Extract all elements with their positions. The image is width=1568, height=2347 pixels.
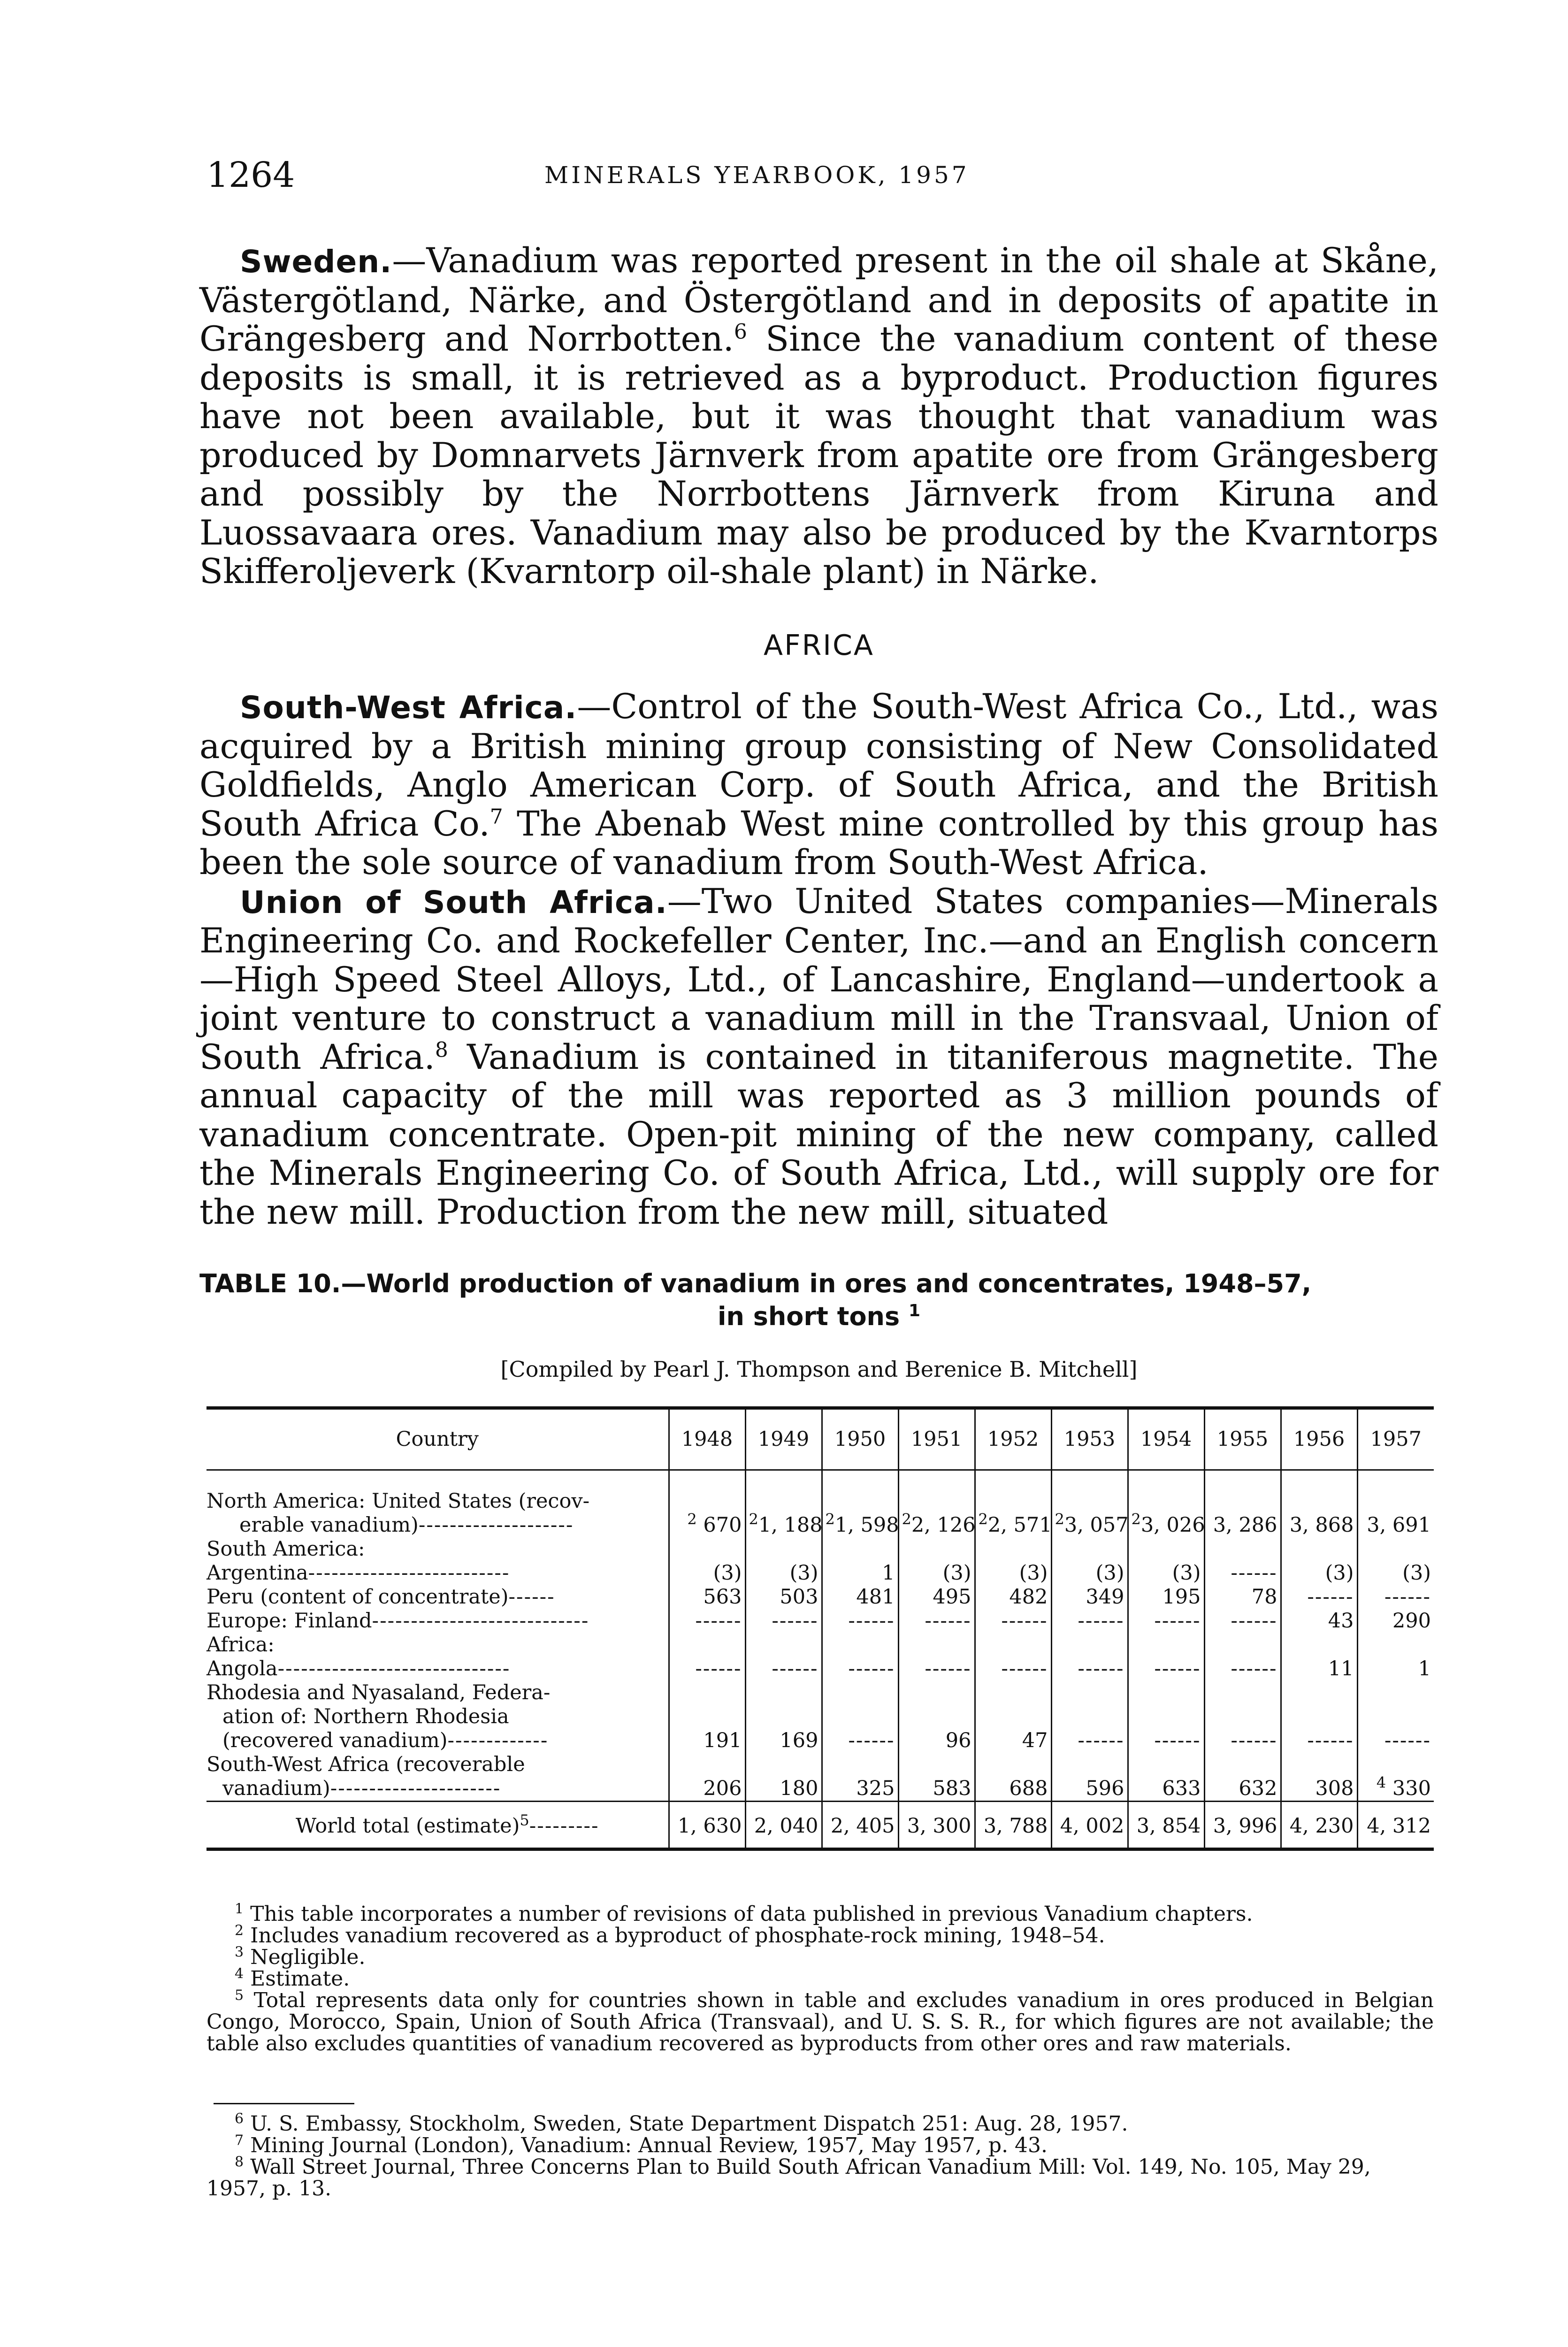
table-cell (822, 1681, 898, 1753)
row-label-line: South-West Africa (recoverable (207, 1753, 525, 1776)
swa-text-a: —Control of the South-West Africa Co., Ltd., was acquired by a British mining group consisting of New Consolidated Goldfields, Anglo American Corp. of South Africa, and the British South Africa Co. (199, 687, 1438, 844)
table-cell: 596 (1051, 1753, 1128, 1802)
footnote-ref-8: 8 (435, 1038, 448, 1062)
footnote-text: Wall Street Journal, Three Concerns Plan to Build South African Vanadium Mill: Vol. 149, No. 105, May 29, 1957, p. 13. (207, 2155, 1371, 2201)
table-cell: (3) (975, 1561, 1051, 1585)
section-africa-body (199, 688, 1438, 1232)
paragraph-union-south-africa (199, 882, 1438, 1232)
footnote (207, 2156, 1434, 2200)
row-label-line: ation of: Northern Rhodesia (222, 1705, 509, 1728)
running-head (207, 155, 1431, 207)
row-label-line-3 (207, 1729, 665, 1753)
row-label-text: (recovered vanadium) (222, 1729, 448, 1752)
table-note (207, 1944, 1434, 1969)
dot-leader: --------- (529, 1814, 599, 1838)
table-cell: 4, 312 (1357, 1802, 1434, 1848)
empty-cell-dash: ------ (848, 1657, 895, 1680)
dot-leader: ------ (508, 1585, 555, 1609)
table-cell: 481 (822, 1585, 898, 1609)
run-in-heading-south-west-africa: South-West Africa. (240, 690, 577, 726)
cell-value: 670 (703, 1513, 742, 1537)
empty-cell-dash: ------ (772, 1657, 818, 1680)
footnote-text: U. S. Embassy, Stockholm, Sweden, State Department Dispatch 251: Aug. 28, 1957. (250, 2112, 1128, 2136)
table-cell: (3) (1051, 1561, 1128, 1585)
note-mark: 2 (1055, 1510, 1064, 1528)
empty-cell-dash: ------ (1078, 1729, 1124, 1752)
page-number: 1264 (207, 155, 295, 195)
table-cell (822, 1657, 898, 1681)
table-cell: 1, 630 (669, 1802, 745, 1848)
empty-cell-dash: ------ (1078, 1657, 1124, 1680)
section-sweden (199, 242, 1438, 591)
section-heading-africa: AFRICA (764, 629, 874, 662)
empty-cell-dash: ------ (1231, 1657, 1277, 1680)
row-label (207, 1585, 669, 1609)
table-cell (1281, 1681, 1357, 1753)
table-cell: 3, 996 (1204, 1802, 1281, 1848)
footnote-mark: 6 (235, 2110, 244, 2127)
table-cell: 3, 286 (1204, 1489, 1281, 1537)
dot-leader: ---------------------------- (372, 1609, 589, 1633)
table-cell: 495 (898, 1585, 975, 1609)
table-cell: 1 (822, 1561, 898, 1585)
table-cell: 2, 405 (822, 1802, 898, 1848)
note-mark: 2 (902, 1510, 911, 1528)
empty-cell-dash: ------ (695, 1609, 742, 1633)
production-table (207, 1406, 1434, 1851)
cell-value: 3, 057 (1064, 1513, 1129, 1537)
table-cell (1051, 1681, 1128, 1753)
row-label-text: Argentina (207, 1561, 308, 1585)
table-note (207, 1965, 1434, 1991)
row-label-line-2 (207, 1513, 665, 1537)
table-cell: 349 (1051, 1585, 1128, 1609)
table-cell: 47 (975, 1681, 1051, 1753)
empty-cell-dash: ------ (1231, 1609, 1277, 1633)
table-cell (1357, 1681, 1434, 1753)
table-cell: (3) (1357, 1561, 1434, 1585)
table-cell: (3) (745, 1561, 822, 1585)
footnote-text: Mining Journal (London), Vanadium: Annual Review, 1957, May 1957, p. 43. (250, 2133, 1048, 2157)
cell-value: 3, 026 (1140, 1513, 1205, 1537)
note-mark: 1 (235, 1901, 244, 1917)
footnote (207, 2132, 1434, 2157)
table-cell: 325 (822, 1753, 898, 1802)
row-label (207, 1753, 669, 1802)
table-cell (1128, 1489, 1204, 1537)
table-header-row (207, 1410, 1434, 1470)
row-label (207, 1561, 669, 1585)
table-row-finland (207, 1609, 1434, 1633)
note-mark: 2 (825, 1510, 835, 1528)
footnote-ref-6: 6 (734, 320, 747, 344)
table-cell (669, 1489, 745, 1537)
table-cell (745, 1609, 822, 1633)
table-caption-line-1: TABLE 10.—World production of vanadium in ores and concentrates, 1948–57, (199, 1269, 1312, 1298)
table-row-angola (207, 1657, 1434, 1681)
table-cell (1051, 1657, 1128, 1681)
table-cell (898, 1489, 975, 1537)
table-cell: 2, 040 (745, 1802, 822, 1848)
column-header-year: 1956 (1281, 1410, 1357, 1470)
table-cell (1204, 1681, 1281, 1753)
dot-leader: -------------------- (418, 1513, 574, 1537)
empty-cell-dash: ------ (1231, 1729, 1277, 1752)
cell-value: 1, 598 (834, 1513, 899, 1537)
column-header-year: 1949 (745, 1410, 822, 1470)
dot-leader: ------------- (447, 1729, 549, 1752)
cell-value: 2, 126 (911, 1513, 976, 1537)
journal-title: MINERALS YEARBOOK, 1957 (544, 161, 970, 189)
table-cell: 78 (1204, 1585, 1281, 1609)
table-cell: 583 (898, 1753, 975, 1802)
table-cell: 96 (898, 1681, 975, 1753)
table-cell: 3, 788 (975, 1802, 1051, 1848)
empty-cell-dash: ------ (848, 1729, 895, 1752)
note-mark: 2 (687, 1510, 697, 1528)
note-mark: 2 (978, 1510, 988, 1528)
table-row-world-total (207, 1802, 1434, 1848)
table-row-united-states (207, 1489, 1434, 1537)
row-label (207, 1609, 669, 1633)
note-text: Estimate. (250, 1967, 350, 1991)
empty-cell-dash: ------ (1231, 1561, 1277, 1585)
paragraph-south-west-africa (199, 688, 1438, 882)
empty-cell-dash: ------ (925, 1657, 971, 1680)
table-cell: 43 (1281, 1609, 1357, 1633)
table-cell (745, 1657, 822, 1681)
note-mark: 2 (235, 1922, 244, 1939)
empty-cell-dash: ------ (1384, 1585, 1431, 1609)
column-header-year: 1948 (669, 1410, 745, 1470)
dot-leader: -------------------------- (308, 1561, 510, 1585)
table-caption-ref: 1 (908, 1301, 921, 1320)
empty-cell-dash: ------ (1307, 1585, 1354, 1609)
row-label-text: Angola (207, 1657, 278, 1680)
column-header-year: 1954 (1128, 1410, 1204, 1470)
note-mark: 2 (1131, 1510, 1141, 1528)
production-table-grid (207, 1410, 1434, 1848)
footnote-rule (214, 2103, 354, 2104)
row-label (207, 1802, 669, 1848)
row-label (207, 1657, 669, 1681)
table-cell (898, 1609, 975, 1633)
note-text: Total represents data only for countries shown in table and excludes vanadium in ores produced in Belgian Congo, Morocco, Spain, Union of South Africa (Transvaal), and U. S. S. R., for which figures are not available; the table also excludes quantities of vanadium recovered as byproducts from other ores and raw materials. (207, 1988, 1434, 2056)
column-header-year: 1951 (898, 1410, 975, 1470)
note-mark: 3 (235, 1944, 244, 1961)
table-caption-line-2-text: in short tons (717, 1302, 900, 1331)
table-cell (1357, 1585, 1434, 1609)
table-cell (975, 1609, 1051, 1633)
row-label-line-2 (207, 1777, 665, 1801)
table-compiled-by: [Compiled by Pearl J. Thompson and Berenice B. Mitchell] (500, 1357, 1138, 1382)
table-cell: 180 (745, 1753, 822, 1802)
table-cell (822, 1489, 898, 1537)
table-caption-line-2 (199, 1300, 1438, 1333)
note-mark: 4 (235, 1965, 244, 1982)
table-cell (669, 1657, 745, 1681)
table-cell (1204, 1609, 1281, 1633)
cell-value: 1, 188 (758, 1513, 823, 1537)
empty-cell-dash: ------ (1078, 1609, 1124, 1633)
row-label-text: Peru (content of concentrate) (207, 1585, 509, 1609)
empty-cell-dash: ------ (1001, 1609, 1048, 1633)
table-cell (1281, 1585, 1357, 1609)
run-in-heading-sweden: Sweden. (240, 244, 392, 280)
table-cell (745, 1489, 822, 1537)
note-mark: 2 (749, 1510, 758, 1528)
row-label (207, 1681, 669, 1753)
table-row-south-west-africa (207, 1753, 1434, 1802)
column-header-year: 1957 (1357, 1410, 1434, 1470)
table-cell: (3) (898, 1561, 975, 1585)
empty-cell-dash: ------ (772, 1609, 818, 1633)
table-note (207, 1987, 1434, 2056)
column-header-year: 1955 (1204, 1410, 1281, 1470)
footnotes (207, 2110, 1434, 2201)
table-cell: 503 (745, 1585, 822, 1609)
note-text: This table incorporates a number of revisions of data published in previous Vanadium chapters. (250, 1902, 1253, 1926)
note-mark: 5 (235, 1987, 244, 2004)
row-label: South America: (207, 1537, 365, 1561)
note-text: Includes vanadium recovered as a byproduct of phosphate-rock mining, 1948–54. (250, 1924, 1105, 1948)
table-cell: 688 (975, 1753, 1051, 1802)
empty-cell-dash: ------ (1154, 1729, 1201, 1752)
table-cell (1204, 1561, 1281, 1585)
empty-cell-dash: ------ (1384, 1729, 1431, 1752)
table-cell: 632 (1204, 1753, 1281, 1802)
column-header-year: 1953 (1051, 1410, 1128, 1470)
table-notes (207, 1903, 1434, 2055)
usa-text-b: Vanadium is contained in titaniferous magnetite. The annual capacity of the mill was reported as 3 million pounds of vanadium concentrate. Open-pit mining of the new company, called the Minerals Engineering Co. of South Africa, Ltd., will supply ore for the new mill. Production from the new mill, situated (199, 1037, 1438, 1232)
empty-cell-dash: ------ (925, 1609, 971, 1633)
cell-value: 2, 571 (987, 1513, 1052, 1537)
table-row-rhodesia (207, 1681, 1434, 1753)
row-label-text: vanadium) (222, 1777, 330, 1800)
table-row-south-america (207, 1537, 1434, 1561)
column-header-country: Country (207, 1410, 669, 1470)
swa-text-b: The Abenab West mine controlled by this group has been the sole source of vanadium from South-West Africa. (199, 804, 1438, 882)
empty-cell-dash: ------ (1307, 1729, 1354, 1752)
table-cell (1051, 1609, 1128, 1633)
table-cell: 308 (1281, 1753, 1357, 1802)
empty-cell-dash: ------ (1154, 1657, 1201, 1680)
row-label-text: World total (estimate) (296, 1814, 520, 1838)
table-cell: 3, 868 (1281, 1489, 1357, 1537)
sweden-text-a: —Vanadium was reported present in the oil shale at Skåne, Västergötland, Närke, and Östergötland and in deposits of apatite in Grängesberg and Norrbotten. (199, 241, 1438, 359)
table-spacer-row (207, 1470, 1434, 1490)
table-cell (822, 1609, 898, 1633)
dot-leader: ------------------------------ (277, 1657, 511, 1680)
empty-cell-dash: ------ (1154, 1609, 1201, 1633)
table-cell: 3, 691 (1357, 1489, 1434, 1537)
table-cell (1128, 1657, 1204, 1681)
table-cell (975, 1657, 1051, 1681)
table-cell: 169 (745, 1681, 822, 1753)
sweden-text-b: Since the vanadium content of these deposits is small, it is retrieved as a byproduct. Production figures have not been available, but it was thought that vanadium was produced by Domnarvets Järnverk from apatite ore from Grängesberg and possibly by the Norrbottens Järnverk from Kiruna and Luossavaara ores. Vanadium may also be produced by the Kvarntorps Skifferoljeverk (Kvarntorp oil-shale plant) in Närke. (199, 319, 1439, 591)
footnote (207, 2110, 1434, 2136)
table-note (207, 1903, 1434, 1925)
table-cell: 633 (1128, 1753, 1204, 1802)
row-label (207, 1489, 669, 1537)
table-row-africa (207, 1633, 1434, 1657)
table-cell (1204, 1657, 1281, 1681)
table-cell: 11 (1281, 1657, 1357, 1681)
table-cell: (3) (669, 1561, 745, 1585)
row-label-line: North America: United States (recov- (207, 1489, 590, 1513)
footnote-mark: 7 (235, 2132, 244, 2149)
table-cell (1051, 1489, 1128, 1537)
table-cell (975, 1489, 1051, 1537)
table-cell: 290 (1357, 1609, 1434, 1633)
column-header-year: 1950 (822, 1410, 898, 1470)
cell-value: 330 (1392, 1777, 1431, 1800)
footnote-mark: 8 (235, 2154, 244, 2171)
table-cell: 4, 230 (1281, 1802, 1357, 1848)
table-cell (669, 1609, 745, 1633)
table-caption (199, 1267, 1438, 1333)
table-cell: 482 (975, 1585, 1051, 1609)
table-cell: 563 (669, 1585, 745, 1609)
row-label: Africa: (207, 1633, 275, 1657)
table-cell: 191 (669, 1681, 745, 1753)
table-row-peru (207, 1585, 1434, 1609)
empty-cell-dash: ------ (1001, 1657, 1048, 1680)
table-cell: (3) (1128, 1561, 1204, 1585)
empty-cell-dash: ------ (695, 1657, 742, 1680)
note-mark: 5 (520, 1811, 529, 1829)
table-cell: 195 (1128, 1585, 1204, 1609)
table-cell: 3, 854 (1128, 1802, 1204, 1848)
table-cell: (3) (1281, 1561, 1357, 1585)
footnote-ref-7: 7 (490, 805, 503, 829)
row-label-text: erable vanadium) (239, 1513, 419, 1537)
table-cell (898, 1657, 975, 1681)
note-text: Negligible. (250, 1945, 366, 1969)
table-cell (1128, 1681, 1204, 1753)
paragraph-sweden (199, 242, 1438, 591)
table-cell: 206 (669, 1753, 745, 1802)
row-label-line: Rhodesia and Nyasaland, Federa- (207, 1681, 551, 1704)
run-in-heading-union-south-africa: Union of South Africa. (240, 884, 667, 920)
usa-text-a: —Two United States companies—Minerals Engineering Co. and Rockefeller Center, Inc.—and an English concern—High Speed Steel Alloys, Ltd., of Lancashire, England—undertook a joint venture to construct a vanadium mill in the Transvaal, Union of South Africa. (199, 881, 1438, 1077)
column-header-year: 1952 (975, 1410, 1051, 1470)
table-cell (1128, 1609, 1204, 1633)
table-cell: 4, 002 (1051, 1802, 1128, 1848)
note-mark: 4 (1376, 1773, 1386, 1792)
table-note (207, 1922, 1434, 1948)
table-cell (1357, 1753, 1434, 1802)
empty-cell-dash: ------ (848, 1609, 895, 1633)
table-cell: 1 (1357, 1657, 1434, 1681)
row-label-text: Europe: Finland (207, 1609, 372, 1633)
table-cell: 3, 300 (898, 1802, 975, 1848)
table-row-argentina (207, 1561, 1434, 1585)
dot-leader: ---------------------- (330, 1777, 501, 1800)
